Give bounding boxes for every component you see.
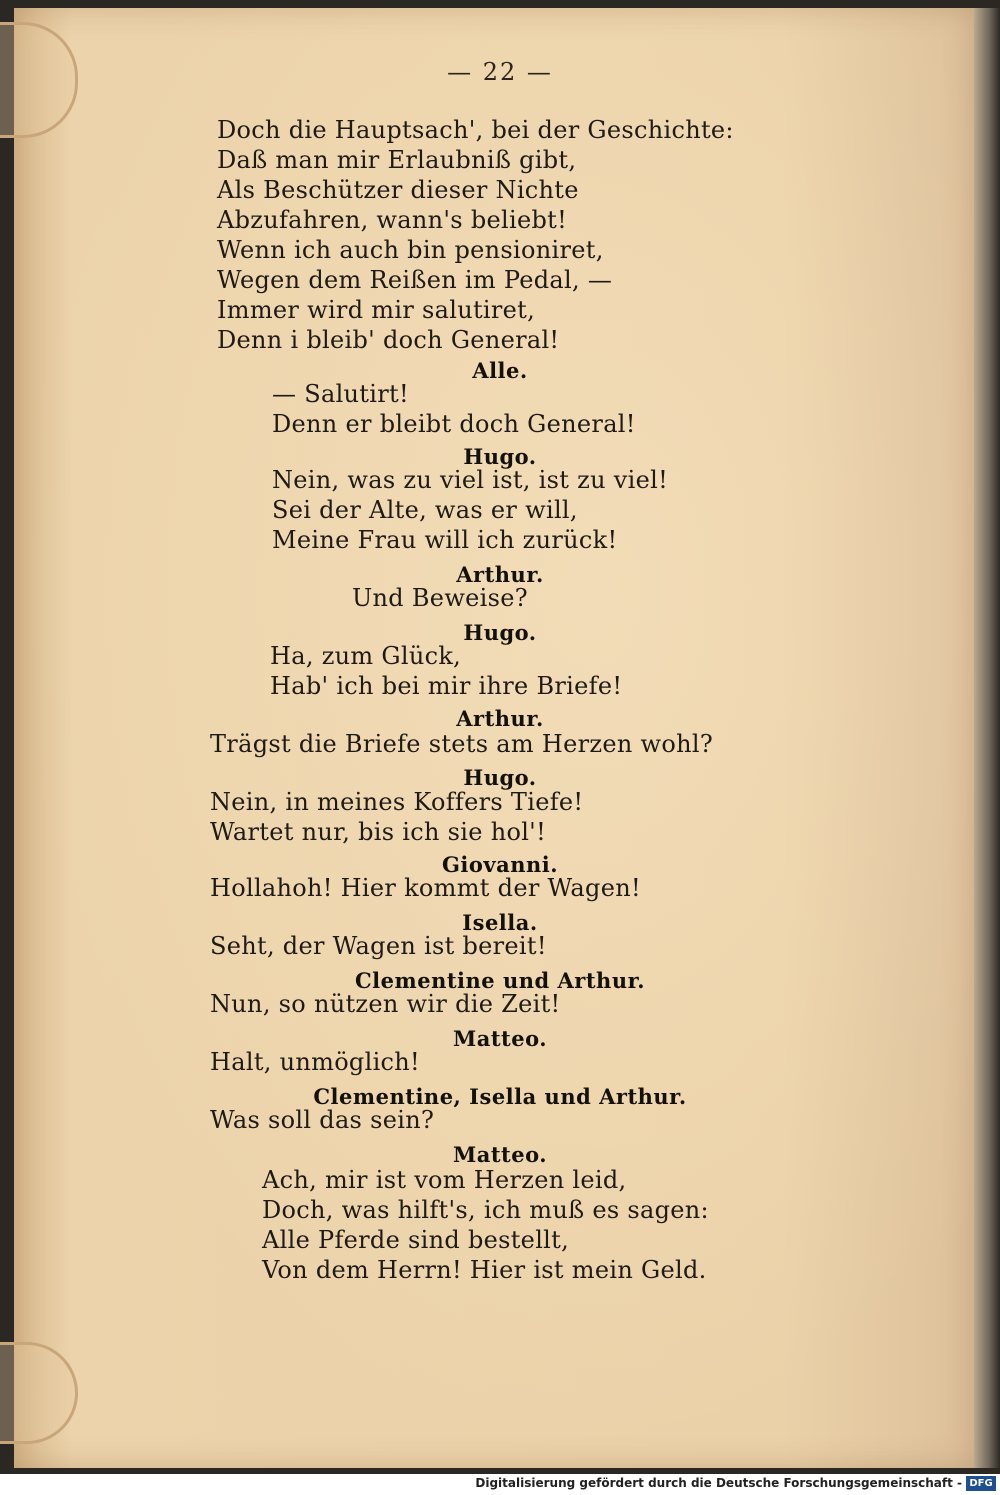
verse-line: Nun, so nützen wir die Zeit!	[210, 990, 561, 1018]
speaker-heading: Hugo.	[463, 620, 537, 645]
verse-line: Abzufahren, wann's beliebt!	[217, 206, 568, 234]
verse-line: Hab' ich bei mir ihre Briefe!	[270, 672, 623, 700]
verse-line: Ach, mir ist vom Herzen leid,	[262, 1166, 627, 1194]
speaker-heading: Hugo.	[463, 765, 537, 790]
verse-line: Nein, was zu viel ist, ist zu viel!	[272, 466, 669, 494]
verse-line: Als Beschützer dieser Nichte	[217, 176, 579, 204]
verse-line: Doch die Hauptsach', bei der Geschichte:	[217, 116, 734, 144]
speaker-heading: Matteo.	[452, 1026, 548, 1051]
verse-line: Wegen dem Reißen im Pedal, —	[217, 266, 613, 294]
verse-line: Denn er bleibt doch General!	[272, 410, 636, 438]
speaker-heading: Clementine und Arthur.	[354, 968, 646, 993]
speaker-heading: Matteo.	[452, 1142, 548, 1167]
verse-line: Trägst die Briefe stets am Herzen wohl?	[210, 730, 713, 758]
verse-line: Denn i bleib' doch General!	[217, 326, 560, 354]
speaker-heading: Alle.	[472, 358, 528, 383]
verse-line: Wartet nur, bis ich sie hol'!	[210, 818, 547, 846]
verse-line: Hollahoh! Hier kommt der Wagen!	[210, 874, 641, 902]
page-edge	[974, 8, 1000, 1468]
verse-line: Halt, unmöglich!	[210, 1048, 420, 1076]
verse-line: Meine Frau will ich zurück!	[272, 526, 618, 554]
verse-line: — Salutirt!	[272, 380, 409, 408]
speaker-heading: Giovanni.	[441, 852, 559, 877]
verse-line: Alle Pferde sind bestellt,	[262, 1226, 570, 1254]
speaker-heading: Isella.	[462, 910, 538, 935]
dfg-logo: DFG	[966, 1476, 996, 1491]
verse-line: Doch, was hilft's, ich muß es sagen:	[262, 1196, 709, 1224]
speaker-heading: Arthur.	[456, 562, 544, 587]
page-number: — 22 —	[447, 58, 553, 86]
verse-line: Von dem Herrn! Hier ist mein Geld.	[262, 1256, 707, 1284]
verse-line: Daß man mir Erlaubniß gibt,	[217, 146, 577, 174]
verse-line: Nein, in meines Koffers Tiefe!	[210, 788, 584, 816]
funding-credit: Digitalisierung gefördert durch die Deutsche Forschungsgemeinschaft -	[475, 1476, 962, 1490]
speaker-heading: Clementine, Isella und Arthur.	[313, 1084, 687, 1109]
verse-line: Immer wird mir salutiret,	[217, 296, 536, 324]
speaker-heading: Arthur.	[456, 706, 544, 731]
verse-line: Was soll das sein?	[210, 1106, 435, 1134]
verse-line: Ha, zum Glück,	[270, 642, 462, 670]
speaker-heading: Hugo.	[463, 444, 537, 469]
verse-line: Sei der Alte, was er will,	[272, 496, 578, 524]
verse-line: Wenn ich auch bin pensioniret,	[217, 236, 604, 264]
verse-line: Seht, der Wagen ist bereit!	[210, 932, 547, 960]
verse-line: Und Beweise?	[352, 584, 528, 612]
